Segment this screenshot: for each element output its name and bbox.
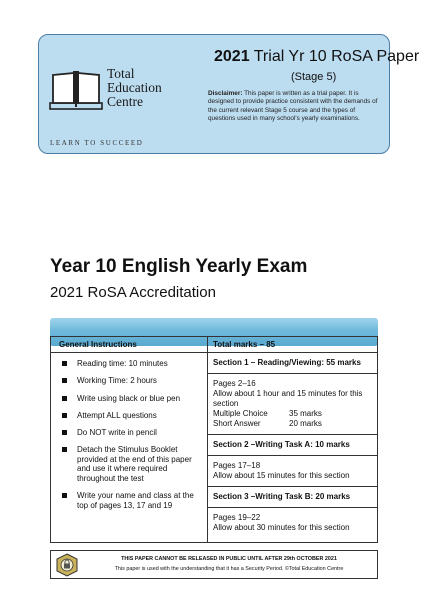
release-notice: THIS PAPER CANNOT BE RELEASED IN PUBLIC UNTIL AFTER 29th OCTOBER 2021 <box>121 556 337 562</box>
list-item-text: Attempt ALL questions <box>77 410 157 420</box>
mark-row <box>213 409 372 419</box>
header-box <box>38 34 420 154</box>
section-2-pages: Pages 17–18 <box>213 461 261 470</box>
total-marks-heading: Total marks – 85 <box>208 337 377 353</box>
security-footer <box>50 550 378 579</box>
list-item <box>51 411 207 421</box>
section-2-title: Section 2 –Writing Task A: 10 marks <box>213 440 350 449</box>
disclaimer-text: This paper is written as a trial paper. It is designed to provide practice consistent with the demands of the current relevant Stage 5 course and the types of questions used in many school's yearly examinations. <box>208 90 378 123</box>
paper-stage: (Stage 5) <box>291 71 337 83</box>
instructions-list <box>51 359 207 510</box>
section-2 <box>208 435 377 487</box>
mark-row <box>213 419 372 429</box>
list-item <box>51 445 207 483</box>
section-3 <box>208 487 377 533</box>
logo-tagline: LEARN TO SUCCEED <box>50 139 144 147</box>
logo-line1: Total <box>107 66 135 81</box>
section-1-time: Allow about 1 hour and 15 minutes for this section <box>213 389 363 408</box>
section-1-pages: Pages 2–16 <box>213 379 256 388</box>
logo-text <box>107 67 162 109</box>
instructions-heading: General Instructions <box>51 337 207 353</box>
general-instructions-column <box>51 337 208 542</box>
list-item-text: Write using black or blue pen <box>77 393 181 403</box>
paper-year: 2021 <box>214 48 250 65</box>
square-bullet-icon <box>62 361 67 366</box>
disclaimer-label: Disclaimer: <box>208 90 243 97</box>
square-bullet-icon <box>62 430 67 435</box>
square-bullet-icon <box>62 447 67 452</box>
section-3-time: Allow about 30 minutes for this section <box>213 523 350 532</box>
square-bullet-icon <box>62 413 67 418</box>
list-item-text: Do NOT write in pencil <box>77 428 157 438</box>
list-item-text: Write your name and class at the top of pages 13, 17 and 19 <box>77 491 194 510</box>
security-seal-icon <box>55 553 79 577</box>
section-3-title: Section 3 –Writing Task B: 20 marks <box>213 492 351 501</box>
section-3-pages: Pages 19–22 <box>213 513 261 522</box>
mark-row-value: 35 marks <box>289 409 322 418</box>
logo-line3: Centre <box>107 94 143 109</box>
square-bullet-icon <box>62 378 67 383</box>
exam-title: Year 10 English Yearly Exam <box>50 256 308 277</box>
paper-title <box>214 48 419 66</box>
list-item-text: Detach the Stimulus Booklet provided at the end of this paper and use it where required throughout the test <box>77 445 192 483</box>
marks-column <box>208 337 377 542</box>
mark-row-label: Short Answer <box>213 419 261 428</box>
disclaimer <box>208 90 384 124</box>
list-item-text: Reading time: 10 minutes <box>77 359 168 368</box>
paper-title-rest: Trial Yr 10 RoSA Paper <box>253 48 420 65</box>
section-1-title: Section 1 – Reading/Viewing: 55 marks <box>213 358 361 367</box>
square-bullet-icon <box>62 396 67 401</box>
logo <box>47 67 197 147</box>
mark-row-label: Multiple Choice <box>213 409 268 418</box>
list-item <box>51 394 207 404</box>
list-item-text: Working Time: 2 hours <box>77 376 157 386</box>
exam-subtitle: 2021 RoSA Accreditation <box>50 284 216 301</box>
square-bullet-icon <box>62 493 67 498</box>
list-item <box>51 359 207 369</box>
security-notice: This paper is used with the understanding that it has a Security Period. ©Total Education Centre <box>114 566 344 572</box>
logo-line2: Education <box>107 80 162 95</box>
section-1 <box>208 353 377 435</box>
mark-row-value: 20 marks <box>289 419 322 428</box>
instructions-table <box>50 336 378 543</box>
open-book-icon <box>47 67 105 113</box>
list-item <box>51 491 207 510</box>
section-2-time: Allow about 15 minutes for this section <box>213 471 350 480</box>
list-item <box>51 428 207 438</box>
list-item <box>51 376 207 386</box>
